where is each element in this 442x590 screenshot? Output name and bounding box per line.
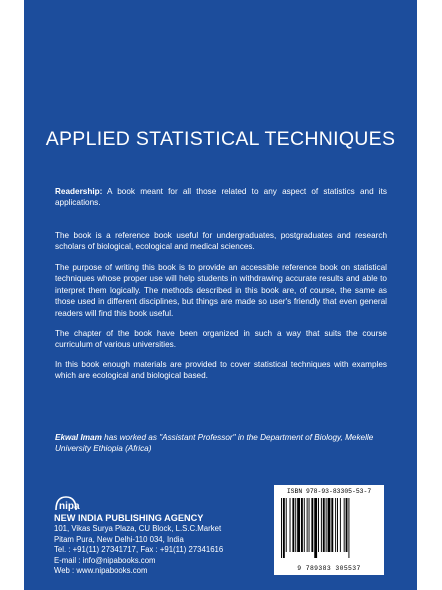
description-paragraph-4: In this book enough materials are provided to cover statistical techniques with examples which are ecological and biological based. bbox=[55, 360, 387, 381]
barcode-bar bbox=[337, 498, 338, 552]
author-bio bbox=[55, 432, 395, 455]
barcode-bar bbox=[286, 498, 287, 552]
readership-paragraph bbox=[55, 186, 387, 209]
description-paragraph-1: The book is a reference book useful for undergraduates, postgraduates and research scholars of biological, ecological and medical sciences. bbox=[55, 231, 387, 252]
description-paragraph-2: The purpose of writing this book is to provide an accessible reference book on statistical techniques whose proper use will help students in withdrawing accurate results and able to interpret them logically. The methods described in this book are, of course, the same as those used in different disciplines, but things are made so user's friendly that even general readers will find this book useful. bbox=[55, 263, 387, 318]
barcode-bar bbox=[328, 498, 331, 552]
logo-text: nipa bbox=[59, 501, 80, 512]
isbn-digits: 9 789383 305537 bbox=[297, 565, 361, 572]
publisher-web: Web : www.nipabooks.com bbox=[54, 566, 148, 576]
author-bio-text: has worked as "Assistant Professor" in the Department of Biology, Mekelle University Ethiopia (Africa) bbox=[55, 433, 374, 454]
barcode-bar bbox=[318, 498, 319, 552]
barcode-bar bbox=[323, 498, 325, 552]
barcode-bar bbox=[304, 498, 305, 552]
barcode-bar bbox=[314, 498, 317, 558]
barcode-bar bbox=[335, 498, 336, 552]
barcode-bar bbox=[309, 498, 310, 552]
barcode-bar bbox=[297, 498, 300, 552]
isbn-barcode bbox=[274, 485, 384, 575]
barcode-bar bbox=[290, 498, 291, 552]
barcode-bar bbox=[346, 498, 348, 552]
barcode-bar bbox=[331, 498, 333, 552]
publisher-email: E-mail : info@nipabooks.com bbox=[54, 555, 156, 565]
publisher-logo-icon bbox=[54, 494, 98, 512]
description-paragraph-3: The chapter of the book have been organized in such a way that suits the course curriculum of various universities. bbox=[55, 329, 387, 350]
barcode-bar bbox=[295, 498, 296, 552]
author-name: Ekwal Imam bbox=[55, 433, 102, 442]
barcode-bar bbox=[301, 498, 303, 552]
barcode-bar bbox=[348, 498, 349, 558]
publisher-address-1: 101, Vikas Surya Plaza, CU Block, L.S.C.Market bbox=[54, 524, 222, 533]
publisher-name: NEW INDIA PUBLISHING AGENCY bbox=[54, 513, 204, 523]
barcode-bar bbox=[344, 498, 345, 552]
barcode-bars-icon bbox=[280, 498, 378, 558]
readership-label: Readership: bbox=[55, 187, 103, 196]
publisher-block bbox=[54, 512, 284, 577]
barcode-bar bbox=[281, 498, 282, 558]
barcode-bar bbox=[311, 498, 313, 552]
barcode-bar bbox=[292, 498, 294, 552]
barcode-bar bbox=[321, 498, 322, 552]
barcode-bar bbox=[326, 498, 327, 552]
back-cover bbox=[24, 0, 417, 590]
barcode-bar bbox=[340, 498, 341, 552]
publisher-address-2: Pitam Pura, New Delhi-110 034, India bbox=[54, 534, 184, 544]
publisher-phone: Tel. : +91(11) 27341717, Fax : +91(11) 27341616 bbox=[54, 545, 224, 555]
book-title: APPLIED STATISTICAL TECHNIQUES bbox=[45, 128, 396, 150]
barcode-bar bbox=[283, 498, 285, 558]
barcode-bar bbox=[307, 498, 308, 552]
readership-text: A book meant for all those related to any aspect of statistics and its applications. bbox=[55, 187, 387, 208]
isbn-label: ISBN 978-93-83305-53-7 bbox=[286, 488, 372, 495]
